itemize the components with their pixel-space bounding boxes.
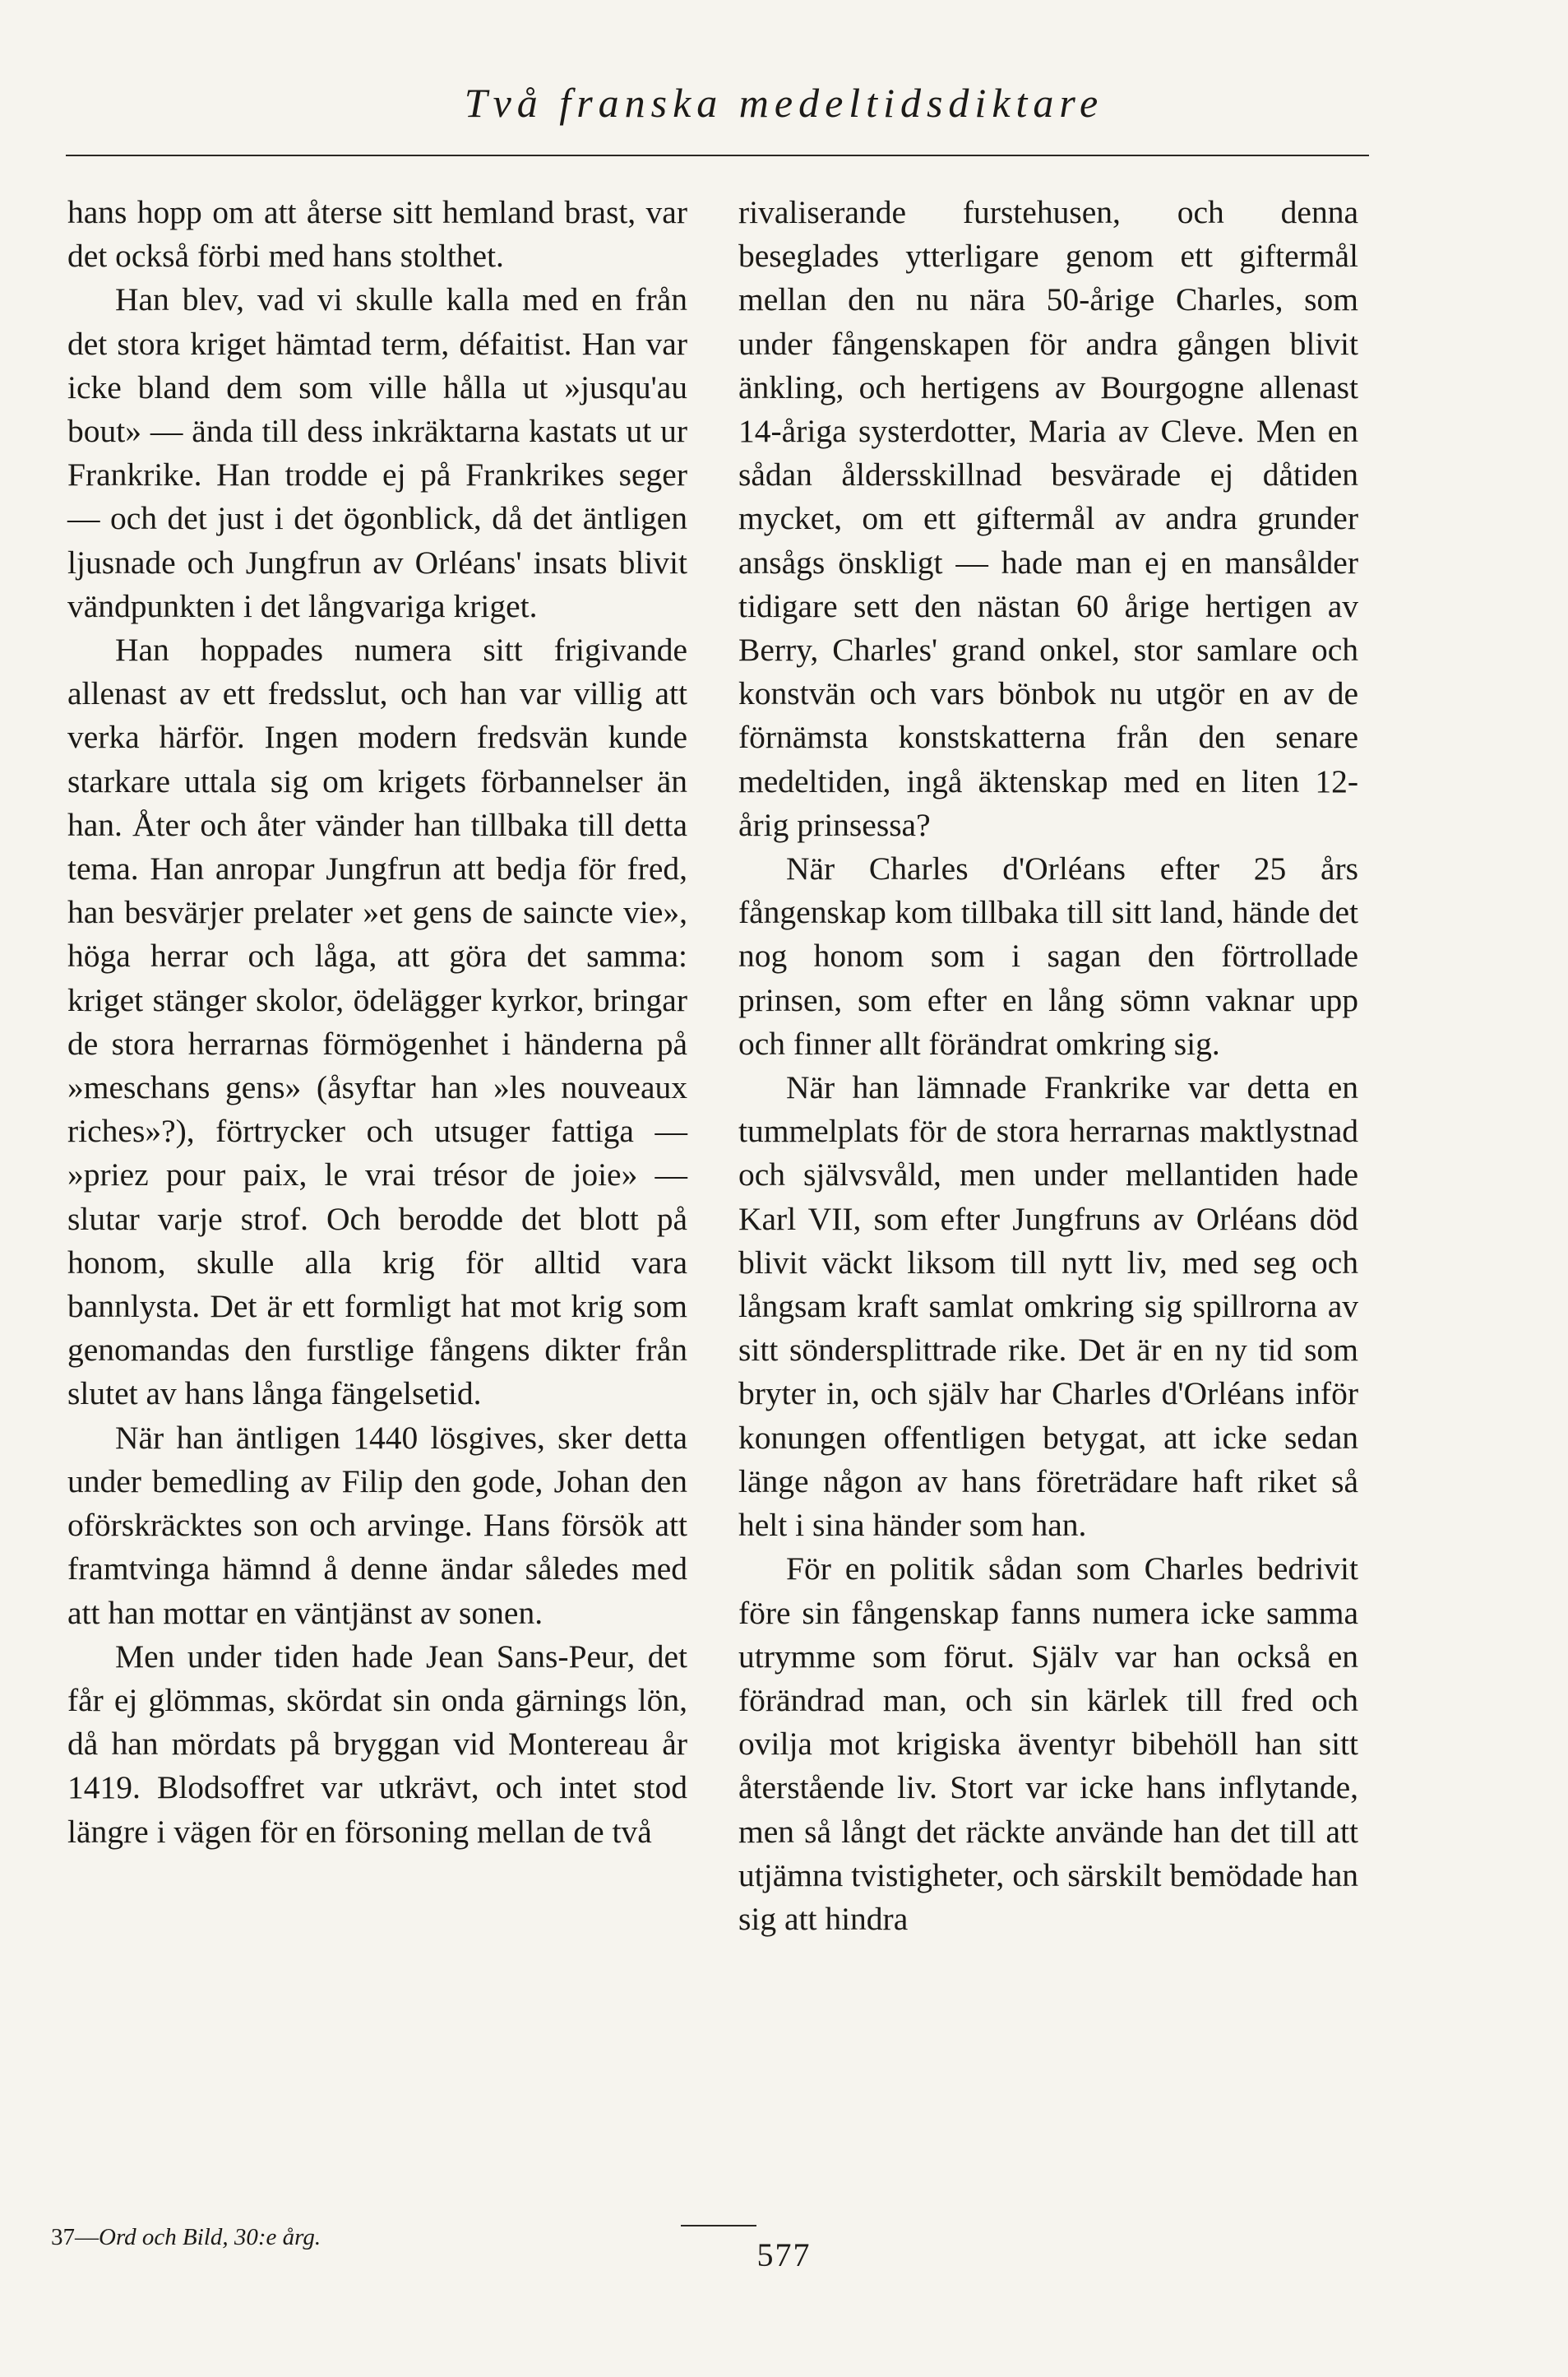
running-title: Två franska medeltidsdiktare	[464, 80, 1104, 126]
page-number-rule	[681, 2225, 756, 2226]
paragraph: När han lämnade Frankrike var detta en tummelplats för de stora herrarnas maktlystnad och självsvåld, men under mellantiden hade Karl VII, som efter Jungfruns av Orléans död blivit väckt liksom till nytt liv, med seg och långsam kraft samlat omkring sig spillrorna av sitt söndersplittrade rike. Det är en ny tid som bryter in, och själv har Charles d'Orléans inför konungen offentligen betygat, att icke sedan länge någon av hans företrädare haft riket så helt i sina händer som han.	[738, 1069, 1358, 1544]
journal-source: Ord och Bild, 30:e årg.	[99, 2224, 321, 2250]
signature-dash: —	[75, 2224, 99, 2250]
right-column	[738, 191, 1358, 1941]
left-column	[67, 191, 687, 1854]
paragraph: rivaliserande furstehusen, och denna beseglades ytterligare genom ett giftermål mellan den nu nära 50-årige Charles, som under fångenskapen för andra gången blivit änkling, och hertigens av Bourgogne allenast 14-åriga systerdotter, Maria av Cleve. Men en sådan åldersskillnad besvärade ej dåtiden mycket, om ett giftermål av andra grunder ansågs önskligt — hade man ej en mansålder tidigare sett den nästan 60 årige hertigen av Berry, Charles' grand onkel, stor samlare och konstvän och vars bönbok nu utgör en av de förnämsta konstskatterna från den senare medeltiden, ingå äktenskap med en liten 12-årig prinsessa?	[738, 194, 1358, 843]
paragraph: För en politik sådan som Charles bedrivit före sin fångenskap fanns numera icke samma utrymme som förut. Själv var han också en förändrad man, och sin kärlek till fred och ovilja mot krigiska äventyr bibehöll han sitt återstående liv. Stort var icke hans inflytande, men så långt det räckte använde han det till att utjämna tvistigheter, och särskilt bemödade han sig att hindra	[738, 1550, 1358, 1937]
paragraph: När Charles d'Orléans efter 25 års fångenskap kom tillbaka till sitt land, hände det nog honom som i sagan den förtrollade prinsen, som efter en lång sömn vaknar upp och finner allt förändrat omkring sig.	[738, 850, 1358, 1062]
signature-mark: 37	[51, 2224, 75, 2250]
paragraph: När han äntligen 1440 lösgives, sker detta under bemedling av Filip den gode, Johan den oförskräcktes son och arvinge. Hans försök att framtvinga hämnd å denne ändar således med att han mottar en väntjänst av sonen.	[67, 1419, 687, 1631]
header-rule	[66, 155, 1369, 156]
paragraph: Men under tiden hade Jean Sans-Peur, det får ej glömmas, skördat sin onda gärnings lön, då han mördats på bryggan vid Montereau år 1419. Blodsoffret var utkrävt, och intet stod längre i vägen för en försoning mellan de två	[67, 1638, 687, 1850]
paragraph: Han blev, vad vi skulle kalla med en från det stora kriget hämtad term, défaitist. Han var icke bland dem som ville hålla ut »jusqu'au bout» — ända till dess inkräktarna kastats ut ur Frankrike. Han trodde ej på Frankrikes seger — och det just i det ögonblick, då det äntligen ljusnade och Jungfrun av Orléans' insats blivit vändpunkten i det långvariga kriget.	[67, 281, 687, 624]
paragraph: Han hoppades numera sitt frigivande allenast av ett fredsslut, och han var villig att verka härför. Ingen modern fredsvän kunde starkare uttala sig om krigets förbannelser än han. Åter och åter vänder han tillbaka till detta tema. Han anropar Jungfrun att bedja för fred, han besvärjer prelater »et gens de saincte vie», höga herrar och låga, att göra det samma: kriget stänger skolor, ödelägger kyrkor, bringar de stora herrarnas förmögenhet i händerna på »meschans gens» (åsyftar han »les nouveaux riches»?), förtrycker och utsuger fattiga — »priez pour paix, le vrai trésor de joie» — slutar varje strof. Och berodde det blott på honom, skulle alla krig för alltid vara bannlysta. Det är ett formligt hat mot krig som genomandas den furstlige fångens dikter från slutet av hans långa fängelsetid.	[67, 632, 687, 1412]
paragraph: hans hopp om att återse sitt hemland brast, var det också förbi med hans stolthet.	[67, 194, 687, 275]
page-number: 577	[756, 2236, 812, 2273]
